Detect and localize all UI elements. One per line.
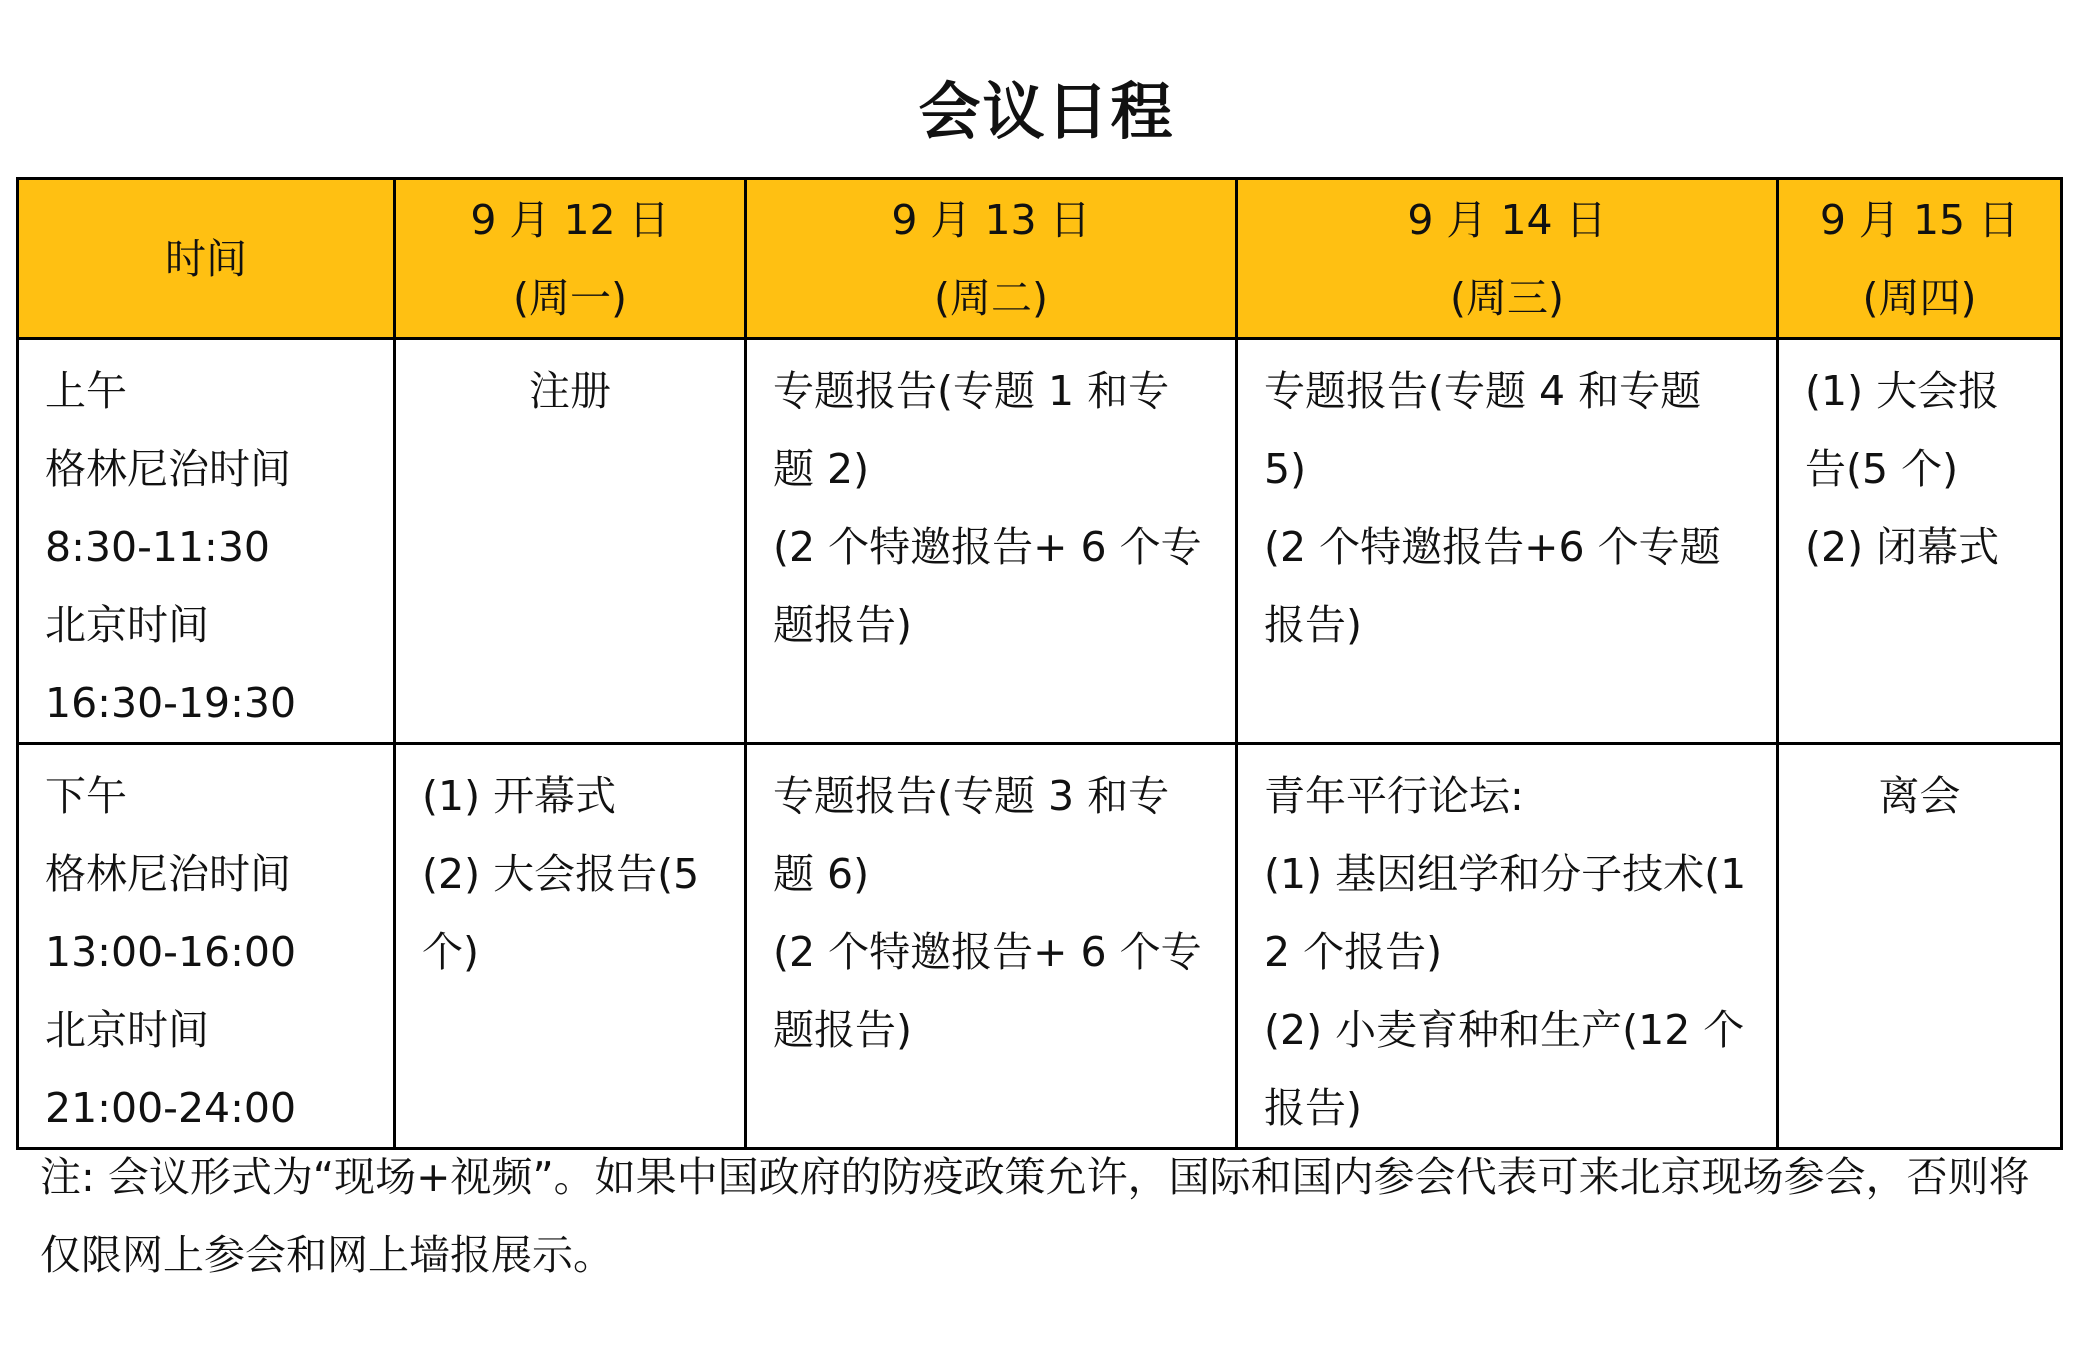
afternoon-day2-cell [746,744,1237,1149]
session-text: (2 个特邀报告+ 6 个专题报告) [773,523,1202,649]
morning-day3-cell [1237,339,1778,744]
header-weekday: (周四) [1862,273,1977,322]
time-line: 21:00-24:00 [45,1084,297,1132]
page-title: 会议日程 [918,75,1175,148]
footnote: 注: 会议形式为“现场+视频”。如果中国政府的防疫政策允许，国际和国内参会代表可来北京现场参会，否则将仅限网上参会和网上墙报展示。 [40,1153,2030,1279]
session-text: (2 个特邀报告+ 6 个专题报告) [773,928,1202,1054]
schedule-table [16,177,2063,1150]
header-weekday: (周二) [934,273,1048,322]
header-day-4 [1778,179,2062,339]
session-text: (2) 小麦育种和生产(12 个报告) [1264,1006,1745,1132]
morning-row [18,339,2062,744]
morning-day4-cell [1778,339,2062,744]
header-weekday: (周一) [513,273,627,322]
session-text: 专题报告(专题 3 和专题 6) [773,772,1170,898]
time-line: 16:30-19:30 [45,679,297,727]
time-line: 下午 [45,772,127,820]
time-line: 8:30-11:30 [45,523,271,571]
time-line: 北京时间 [45,1006,209,1054]
session-text: (2 个特邀报告+6 个专题报告) [1264,523,1721,649]
morning-day2-cell [746,339,1237,744]
morning-time-cell [18,339,395,744]
header-row [18,179,2062,339]
afternoon-time-cell [18,744,395,1149]
header-day-1 [395,179,746,339]
session-text: (1) 开幕式 [422,772,617,820]
header-date: 9 月 15 日 [1819,195,2020,244]
header-day-3 [1237,179,1778,339]
afternoon-day3-cell [1237,744,1778,1149]
header-weekday: (周三) [1450,273,1564,322]
afternoon-row [18,744,2062,1149]
session-text: 离会 [1878,772,1961,820]
header-date: 9 月 13 日 [891,195,1091,244]
afternoon-day4-cell [1778,744,2062,1149]
session-text: (1) 基因组学和分子技术(12 个报告) [1264,850,1747,976]
header-date: 9 月 12 日 [470,195,670,244]
session-text: 专题报告(专题 1 和专题 2) [773,367,1170,493]
header-time: 时间 [18,179,395,339]
header-date: 9 月 14 日 [1407,195,1607,244]
time-line: 上午 [45,367,127,415]
morning-day1-cell [395,339,746,744]
time-line: 格林尼治时间 [45,850,291,898]
afternoon-day1-cell [395,744,746,1149]
time-line: 北京时间 [45,601,209,649]
session-text: 注册 [529,367,611,415]
session-text: (1) 大会报告(5 个) [1805,367,2000,493]
time-line: 13:00-16:00 [45,928,297,976]
session-text: (2) 闭幕式 [1805,523,2000,571]
session-text: 专题报告(专题 4 和专题 5) [1264,367,1702,493]
session-text: (2) 大会报告(5 个) [422,850,700,976]
header-day-2 [746,179,1237,339]
session-text: 青年平行论坛: [1264,772,1524,820]
time-line: 格林尼治时间 [45,445,291,493]
